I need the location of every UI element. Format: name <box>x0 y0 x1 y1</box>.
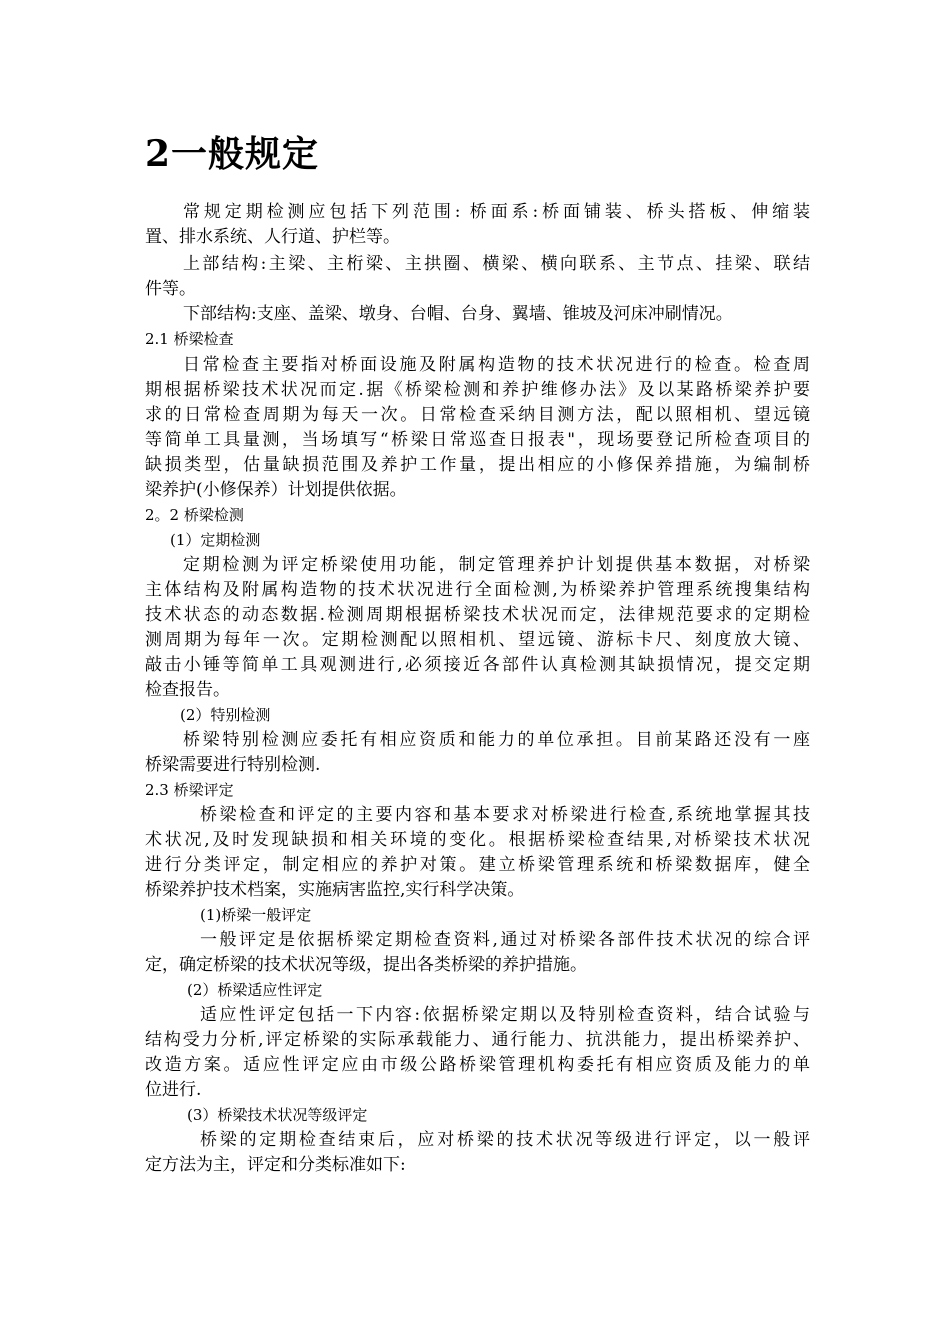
list-heading: (3）桥梁技术状况等级评定 <box>187 1106 368 1124</box>
paragraph-line: 一般评定是依据桥梁定期检查资料,通过对桥梁各部件技术状况的综合评 <box>200 930 810 950</box>
paragraph-line: 件等。 <box>145 279 196 299</box>
list-heading: (1)桥梁一般评定 <box>200 906 312 924</box>
paragraph-line: 桥梁的定期检查结束后，应对桥梁的技术状况等级进行评定，以一般评 <box>200 1130 810 1150</box>
paragraph-line: 定期检测为评定桥梁使用功能，制定管理养护计划提供基本数据，对桥梁 <box>183 555 810 575</box>
paragraph-line: 进行分类评定，制定相应的养护对策。建立桥梁管理系统和桥梁数据库，健全 <box>145 855 810 875</box>
paragraph-line: 敲击小锤等简单工具观测进行,必须接近各部件认真检测其缺损情况，提交定期 <box>145 655 810 675</box>
paragraph-line: 改造方案。适应性评定应由市级公路桥梁管理机构委托有相应资质及能力的单 <box>145 1055 810 1075</box>
paragraph-line: 技术状态的动态数据.检测周期根据桥梁技术状况而定，法律规范要求的定期检 <box>145 605 810 625</box>
paragraph-line: 等简单工具量测，当场填写“桥梁日常巡查日报表"，现场要登记所检查项目的 <box>145 430 810 450</box>
paragraph-line: 定方法为主，评定和分类标准如下: <box>145 1155 406 1175</box>
paragraph-line: 日常检查主要指对桥面设施及附属构造物的技术状况进行的检查。检查周 <box>183 355 810 375</box>
paragraph-line: 术状况,及时发现缺损和相关环境的变化。根据桥梁检查结果,对桥梁技术状况 <box>145 830 810 850</box>
paragraph-line: 缺损类型，估量缺损范围及养护工作量，提出相应的小修保养措施，为编制桥 <box>145 455 810 475</box>
paragraph-line: 桥梁特别检测应委托有相应资质和能力的单位承担。目前某路还没有一座 <box>183 730 810 750</box>
paragraph-line: 常规定期检测应包括下列范围: 桥面系:桥面铺装、桥头搭板、伸缩装 <box>183 202 810 222</box>
subsection-heading: 2。2 桥梁检测 <box>145 506 244 524</box>
paragraph-line: 求的日常检查周期为每天一次。日常检查采纳目测方法，配以照相机、望远镜 <box>145 405 810 425</box>
paragraph-line: 桥梁检查和评定的主要内容和基本要求对桥梁进行检查,系统地掌握其技 <box>200 805 810 825</box>
paragraph-line: 适应性评定包括一下内容:依据桥梁定期以及特别检查资料，结合试验与 <box>200 1005 810 1025</box>
paragraph-line: 置、排水系统、人行道、护栏等。 <box>145 227 400 247</box>
paragraph-line: 桥梁养护技术档案，实施病害监控,实行科学决策。 <box>145 880 525 900</box>
subsection-heading: 2.3 桥梁评定 <box>145 781 234 799</box>
paragraph-line: 上部结构:主梁、主桁梁、主拱圈、横梁、横向联系、主节点、挂梁、联结 <box>183 254 810 274</box>
list-heading: (2）特别检测 <box>180 706 271 724</box>
paragraph-line: 桥梁需要进行特别检测. <box>145 755 321 775</box>
list-heading: (2）桥梁适应性评定 <box>187 981 323 999</box>
subsection-heading: 2.1 桥梁检查 <box>145 330 234 348</box>
paragraph-line: 下部结构:支座、盖梁、墩身、台帽、台身、翼墙、锥坡及河床冲刷情况。 <box>183 304 733 324</box>
paragraph-line: 主体结构及附属构造物的技术状况进行全面检测,为桥梁养护管理系统搜集结构 <box>145 580 810 600</box>
paragraph-line: 期根据桥梁技术状况而定.据《桥梁检测和养护维修办法》及以某路桥梁养护要 <box>145 380 810 400</box>
section-heading: 2一般规定 <box>145 133 320 175</box>
paragraph-line: 位进行. <box>145 1080 202 1100</box>
paragraph-line: 结构受力分析,评定桥梁的实际承载能力、通行能力、抗洪能力，提出桥梁养护、 <box>145 1030 810 1050</box>
paragraph-line: 检查报告。 <box>145 680 230 700</box>
list-heading: (1）定期检测 <box>170 531 261 549</box>
paragraph-line: 定，确定桥梁的技术状况等级，提出各类桥梁的养护措施。 <box>145 955 587 975</box>
paragraph-line: 测周期为每年一次。定期检测配以照相机、望远镜、游标卡尺、刻度放大镜、 <box>145 630 810 650</box>
paragraph-line: 梁养护(小修保养）计划提供依据。 <box>145 480 407 500</box>
